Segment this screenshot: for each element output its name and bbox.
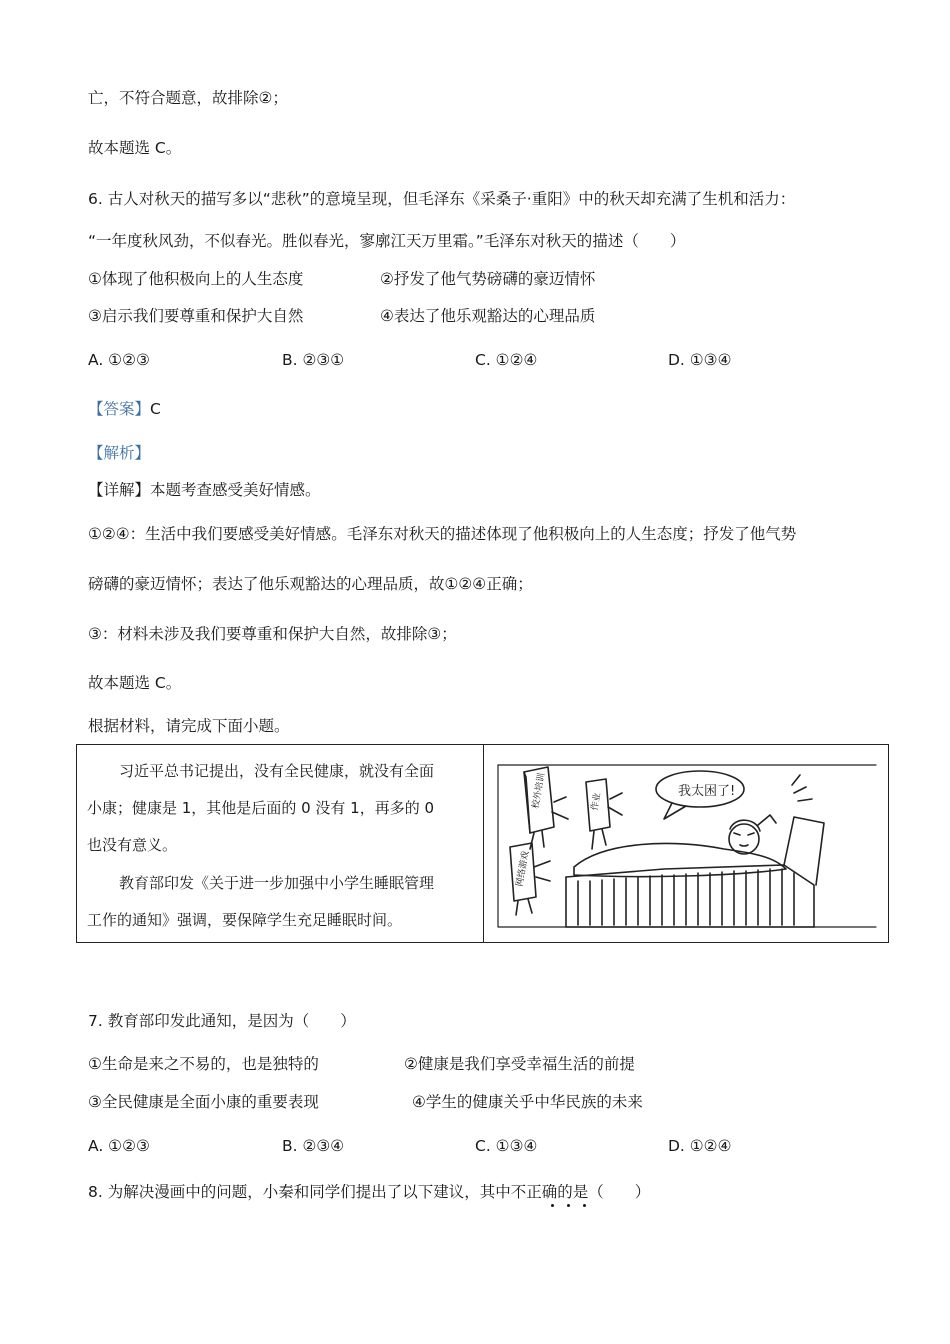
q7-option-b: B. ②③④ [282, 1137, 345, 1155]
material-intro: 根据材料，请完成下面小题。 [88, 717, 290, 735]
q6-item-4: ④表达了他乐观豁达的心理品质 [380, 307, 596, 325]
q6-item-3: ③启示我们要尊重和保护大自然 [88, 307, 304, 325]
material-table [76, 744, 889, 943]
q6-option-d: D. ①③④ [668, 351, 732, 369]
material-divider [483, 745, 484, 942]
q6-answer [88, 399, 161, 419]
q6-stem-line2: “一年度秋风劲，不似春光。胜似春光，寥廓江天万里霜。”毛泽东对秋天的描述（ ） [88, 232, 686, 250]
q6-conclusion: 故本题选 C。 [88, 674, 182, 692]
sleep-cartoon [494, 757, 878, 929]
answer-label: 【答案】 [88, 400, 151, 418]
cartoon-book-homework: 作业 [590, 792, 604, 812]
q6-option-a: A. ①②③ [88, 351, 150, 369]
q6-item-2: ②抒发了他气势磅礴的豪迈情怀 [380, 270, 596, 288]
emphasis-dot [551, 1204, 554, 1207]
q7-option-a: A. ①②③ [88, 1137, 150, 1155]
material-line-2: 小康；健康是 1，其他是后面的 0 没有 1，再多的 0 [87, 799, 435, 817]
q6-explanation-line2: 磅礴的豪迈情怀；表达了他乐观豁达的心理品质，故①②④正确； [88, 575, 533, 593]
q6-option-c: C. ①②④ [475, 351, 538, 369]
material-line-5: 工作的通知》强调，要保障学生充足睡眠时间。 [87, 911, 403, 929]
q6-analysis-label: 【解析】 [88, 444, 151, 462]
q7-item-4: ④学生的健康关乎中华民族的未来 [412, 1093, 643, 1111]
q7-item-2: ②健康是我们享受幸福生活的前提 [404, 1055, 635, 1073]
emphasis-dot [583, 1204, 586, 1207]
q6-option-b: B. ②③① [282, 351, 345, 369]
prev-conclusion: 故本题选 C。 [88, 139, 182, 157]
q7-item-3: ③全民健康是全面小康的重要表现 [88, 1093, 319, 1111]
q8-stem: 8. 为解决漫画中的问题，小秦和同学们提出了以下建议，其中不正确的是（ ） [88, 1183, 651, 1201]
q6-detail: 【详解】本题考查感受美好情感。 [88, 481, 321, 499]
q6-explanation-line3: ③：材料未涉及我们要尊重和保护大自然，故排除③； [88, 625, 457, 643]
cartoon-book-games: 网络游戏 [515, 850, 532, 888]
material-line-3: 也没有意义。 [87, 836, 178, 854]
emphasis-dot [567, 1204, 570, 1207]
cartoon-speech: 我太困了! [678, 784, 736, 799]
q7-item-1: ①生命是来之不易的，也是独特的 [88, 1055, 319, 1073]
q6-stem-line1: 6. 古人对秋天的描写多以“悲秋”的意境呈现，但毛泽东《采桑子·重阳》中的秋天却充满了生机和活力： [88, 190, 796, 208]
cartoon-book-training: 校外培训 [531, 772, 548, 810]
prev-explanation-line: 亡，不符合题意，故排除②； [88, 89, 288, 107]
q7-option-c: C. ①③④ [475, 1137, 538, 1155]
q6-item-1: ①体现了他积极向上的人生态度 [88, 270, 304, 288]
q7-stem: 7. 教育部印发此通知，是因为（ ） [88, 1012, 356, 1030]
material-line-4: 教育部印发《关于进一步加强中小学生睡眠管理 [119, 874, 435, 892]
q7-option-d: D. ①②④ [668, 1137, 732, 1155]
material-line-1: 习近平总书记提出，没有全民健康，就没有全面 [119, 762, 435, 780]
answer-value: C [150, 400, 161, 418]
q6-explanation-line1: ①②④：生活中我们要感受美好情感。毛泽东对秋天的描述体现了他积极向上的人生态度；抒发了他气势 [88, 525, 797, 543]
